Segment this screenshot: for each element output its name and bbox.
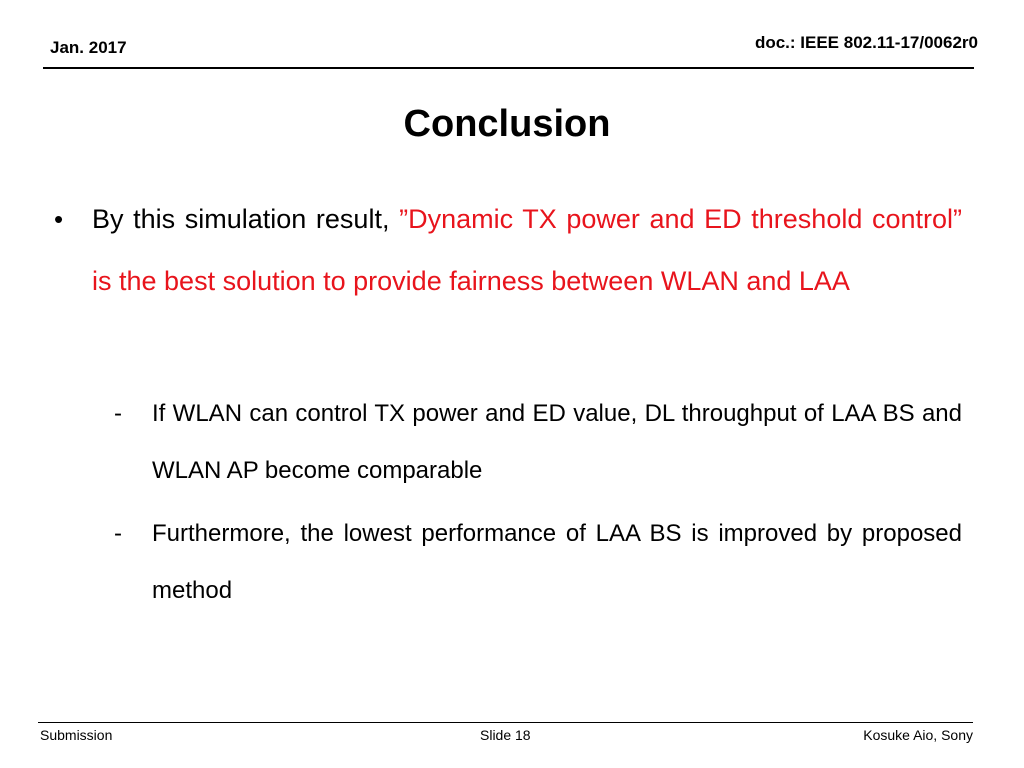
- sub-bullet-2: [110, 505, 962, 619]
- bullet-text-highlight: ”Dynamic TX power and ED threshold control” is the best solution to provide fairness between WLAN and LAA: [92, 204, 963, 296]
- sub-bullet-marker: -: [114, 400, 122, 427]
- header-divider: [43, 67, 974, 69]
- footer-slide-number: Slide 18: [480, 727, 531, 743]
- footer-submission: Submission: [40, 727, 113, 743]
- slide-title: Conclusion: [403, 103, 611, 145]
- sub-bullet-1: [110, 385, 962, 499]
- header-doc-id: doc.: IEEE 802.11-17/0062r0: [754, 33, 978, 52]
- header-date: Jan. 2017: [50, 38, 127, 57]
- sub-bullet-text: Furthermore, the lowest performance of LAA BS is improved by proposed method: [152, 520, 962, 604]
- sub-bullet-marker: -: [114, 520, 122, 547]
- main-bullet: [50, 188, 962, 312]
- bullet-marker: •: [54, 204, 64, 234]
- footer-divider: [38, 722, 973, 723]
- footer-author: Kosuke Aio, Sony: [863, 727, 973, 743]
- sub-bullet-text: If WLAN can control TX power and ED value, DL throughput of LAA BS and WLAN AP become comparable: [152, 400, 962, 484]
- bullet-text: [92, 188, 962, 312]
- bullet-text-plain: By this simulation result,: [92, 204, 400, 234]
